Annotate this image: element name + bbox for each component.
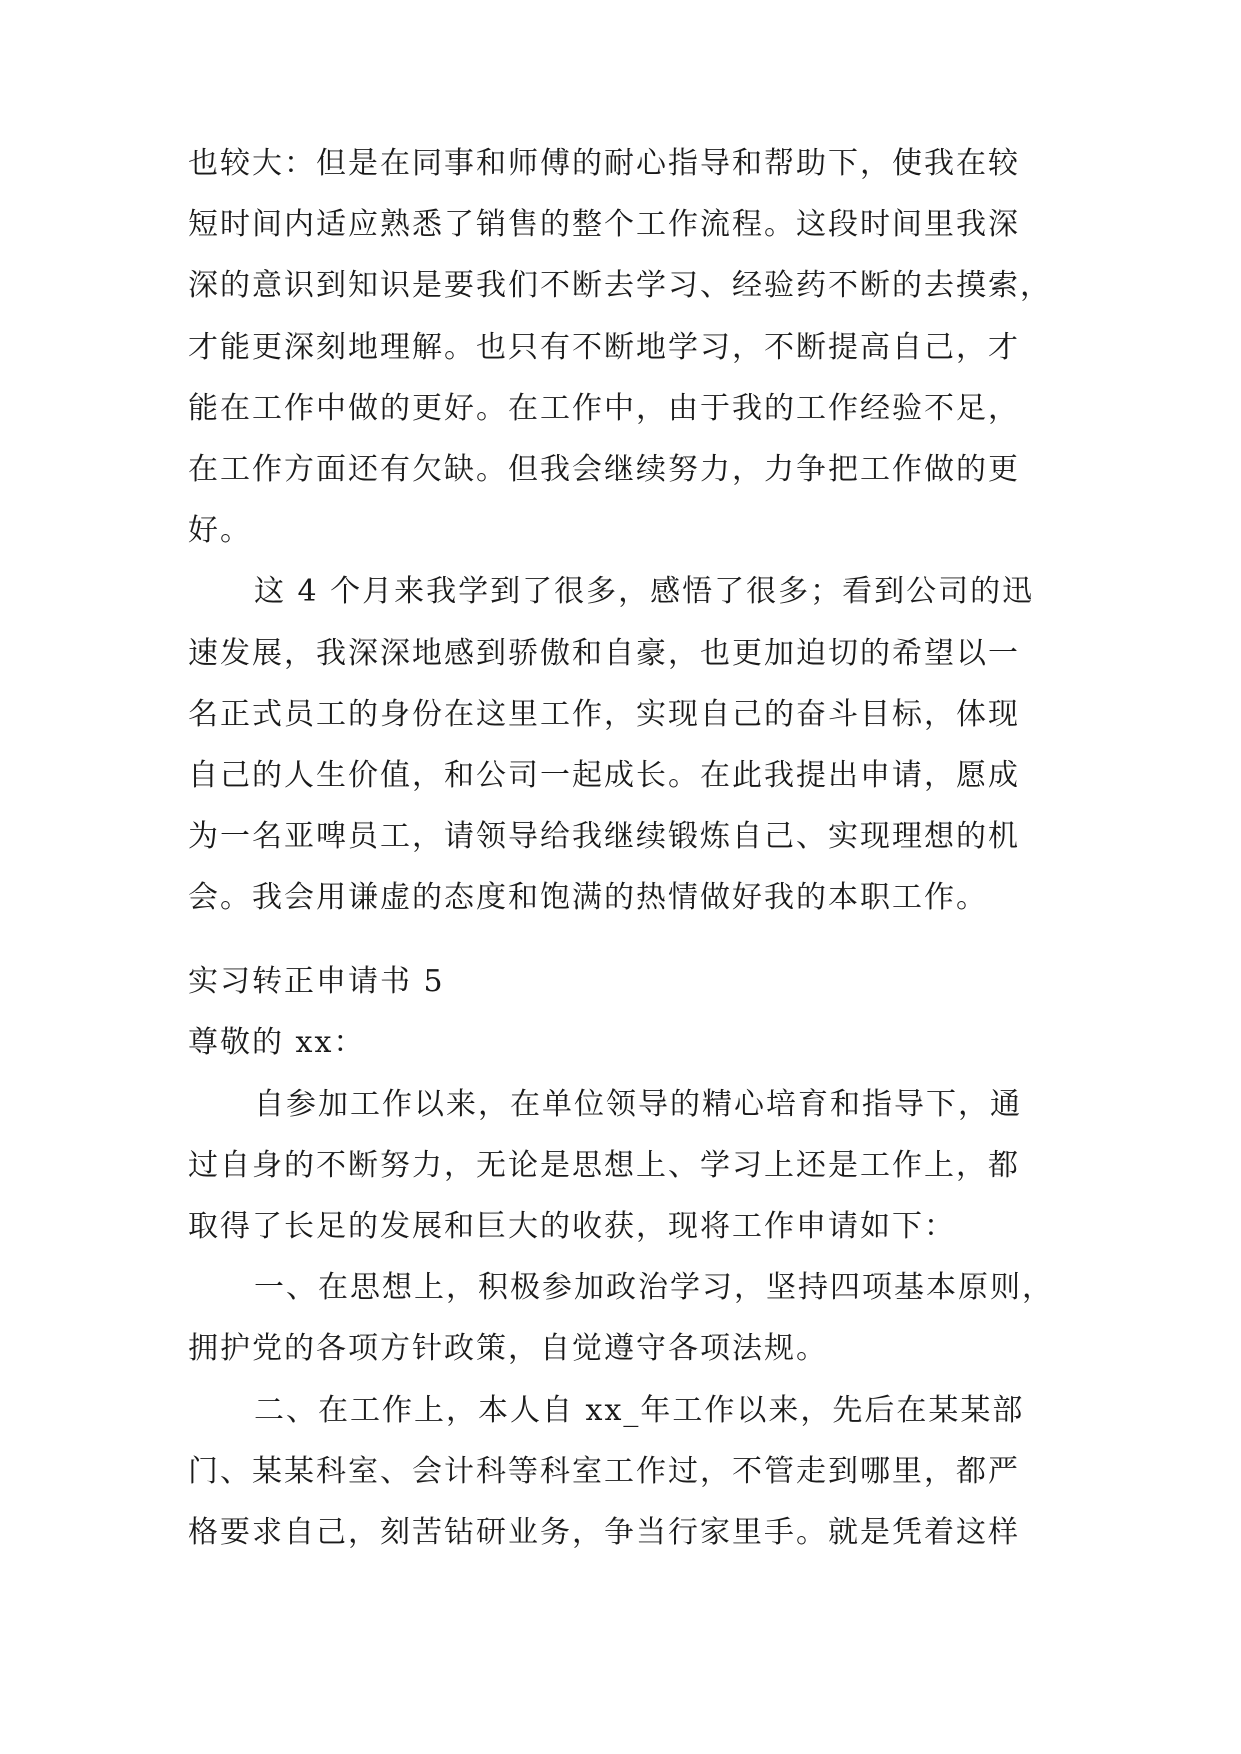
text-line: 好。 <box>188 513 252 549</box>
text-line: 在工作方面还有欠缺。但我会继续努力，力争把工作做的更 <box>188 451 1020 487</box>
paragraph-continuation <box>188 143 1068 552</box>
text-line: 自己的人生价值，和公司一起成长。在此我提出申请，愿成 <box>188 757 1020 793</box>
text-line: 门、某某科室、会计科等科室工作过，不管走到哪里，都严 <box>188 1453 1020 1489</box>
text-line: 名正式员工的身份在这里工作，实现自己的奋斗目标，体现 <box>188 696 1020 732</box>
text-line: 速发展，我深深地感到骄傲和自豪，也更加迫切的希望以一 <box>188 635 1020 671</box>
text-line: 一、在思想上，积极参加政治学习，坚持四项基本原则， <box>254 1270 1054 1306</box>
text-line: 这 4 个月来我学到了很多，感悟了很多；看到公司的迅 <box>254 574 1035 610</box>
text-line: 取得了长足的发展和巨大的收获，现将工作申请如下： <box>188 1209 956 1244</box>
text-line: 会。我会用谦虚的态度和饱满的热情做好我的本职工作。 <box>188 880 988 916</box>
text-line: 自参加工作以来，在单位领导的精心培育和指导下，通 <box>254 1086 1022 1122</box>
document-body <box>188 143 1068 1573</box>
text-line: 二、在工作上，本人自 xx_年工作以来，先后在某某部 <box>254 1392 1025 1428</box>
text-line: 格要求自己，刻苦钻研业务，争当行家里手。就是凭着这样 <box>188 1514 1020 1550</box>
text-line: 为一名亚啤员工，请领导给我继续锻炼自己、实现理想的机 <box>188 819 1020 855</box>
paragraph-four-months <box>188 571 1068 919</box>
text-line: 拥护党的各项方针政策，自觉遵守各项法规。 <box>188 1331 828 1367</box>
text-line: 也较大：但是在同事和师傅的耐心指导和帮助下，使我在较 <box>188 146 1020 181</box>
text-line: 短时间内适应熟悉了销售的整个工作流程。这段时间里我深 <box>188 207 1020 243</box>
paragraph-intro <box>188 1084 1068 1248</box>
paragraph-thought <box>188 1267 1068 1370</box>
section-title: 实习转正申请书 5 <box>188 964 445 1000</box>
text-line: 过自身的不断努力，无论是思想上、学习上还是工作上，都 <box>188 1147 1020 1183</box>
salutation: 尊敬的 xx： <box>188 1025 366 1061</box>
paragraph-work <box>188 1390 1068 1554</box>
text-line: 能在工作中做的更好。在工作中，由于我的工作经验不足， <box>188 390 1020 426</box>
text-line: 才能更深刻地理解。也只有不断地学习，不断提高自己，才 <box>188 329 1020 365</box>
text-line: 深的意识到知识是要我们不断去学习、经验药不断的去摸索， <box>188 268 1052 304</box>
